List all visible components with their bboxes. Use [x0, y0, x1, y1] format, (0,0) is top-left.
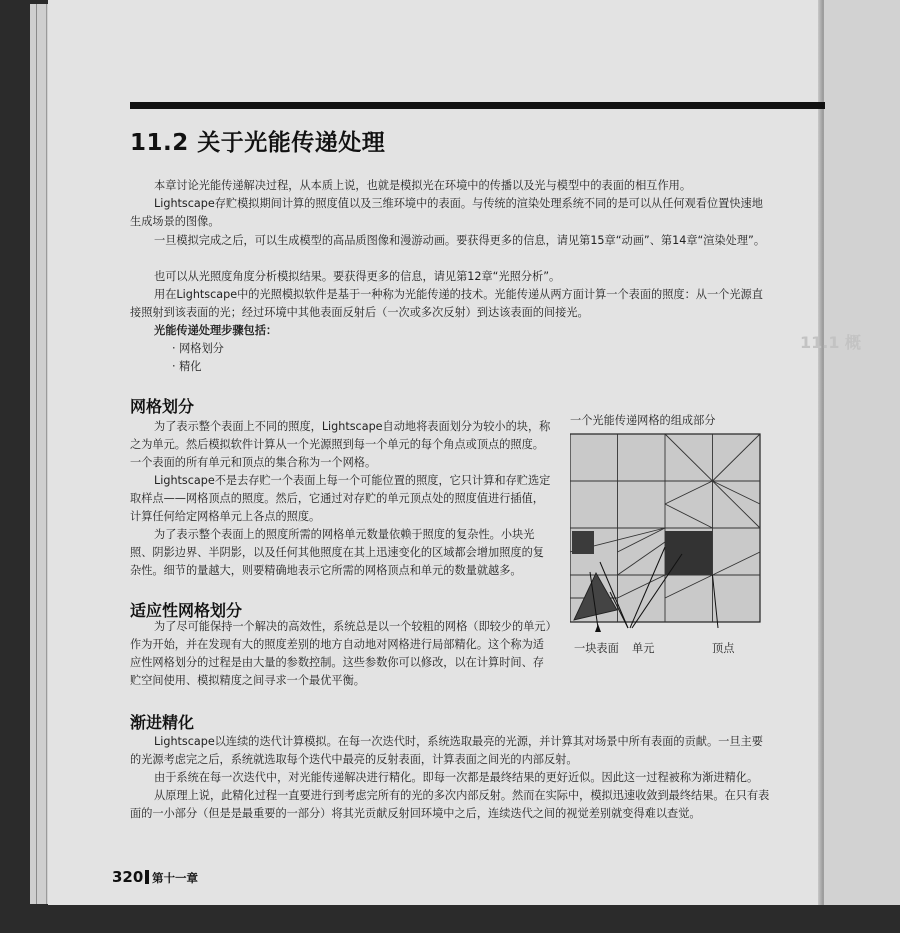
mesh-paragraph-3: 为了表示整个表面上的照度所需的网格单元数量依赖于照度的复杂性。小块光照、阴影边界、半阴影，以及任何其他照度在其上迅速变化的区域都会增加照度的复杂性。细节的量越大，则要精确地表示它所需的网格顶点和单元的数量就越多。 — [130, 528, 544, 577]
figure-label-vertex: 顶点 — [712, 642, 735, 655]
intro-paragraph-2: Lightscape存贮模拟期间计算的照度值以及三维环境中的表面。与传统的渲染处理系统不同的是可以从任何观看位置快速地生成场景的图像。 — [130, 197, 763, 228]
figure-label-surface: 一块表面 — [574, 642, 619, 655]
page-number: 320 — [112, 868, 144, 886]
facing-page — [824, 0, 900, 905]
chapter-title: 11.2 关于光能传递处理 — [130, 130, 386, 156]
chapter-rule — [130, 102, 825, 109]
mesh-paragraph-1: 为了表示整个表面上不同的照度，Lightscape自动地将表面划分为较小的块，称之为单元。然后模拟软件计算从一个光源照到每一个单元的每个角点或顶点的照度。一个表面的所有单元和顶点的集合称为一个网格。 — [130, 420, 551, 469]
intro-paragraph-1: 本章讨论光能传递解决过程，从本质上说，也就是模拟光在环境中的传播以及光与模型中的表面的相互作用。 — [154, 179, 692, 192]
section-heading-adaptive: 适应性网格划分 — [130, 601, 243, 620]
running-footer-chapter: 第十一章 — [152, 871, 198, 885]
step-item-mesh: · 网格划分 — [172, 342, 224, 355]
facing-page-ghost-text: 11.1 概 — [800, 333, 862, 352]
progressive-paragraph-3: 从原理上说，此精化过程一直要进行到考虑完所有的光的多次内部反射。然而在实际中，模拟迅速收敛到最终结果。在只有表面的一小部分（但是是最重要的一部分）将其光贡献反射回环境中之后，连续迭代之间的视觉差别就变得难以查觉。 — [130, 789, 770, 820]
intro-paragraph-4: 也可以从光照度角度分析模拟结果。要获得更多的信息，请见第12章“光照分析”。 — [154, 270, 561, 283]
radiosity-mesh-figure — [570, 412, 766, 662]
section-heading-progressive: 渐进精化 — [130, 713, 195, 732]
intro-paragraph-3: 一旦模拟完成之后，可以生成模型的高品质图像和漫游动画。要获得更多的信息，请见第15章“动画”、第14章“渲染处理”。 — [154, 234, 766, 247]
folio-separator — [145, 870, 149, 884]
dark-element-small — [572, 531, 594, 554]
figure-label-element: 单元 — [632, 642, 655, 655]
arrowhead-surface — [595, 624, 601, 632]
step-item-refine: · 精化 — [172, 360, 202, 373]
progressive-paragraph-1: Lightscape以连续的迭代计算模拟。在每一次迭代时，系统选取最亮的光源，并计算其对场景中所有表面的贡献。一旦主要的光源考虑完之后，系统就选取每个迭代中最亮的反射表面，计算表面之间光的内部反射。 — [130, 735, 763, 766]
intro-paragraph-5: 用在Lightscape中的光照模拟软件是基于一种称为光能传递的技术。光能传递从两方面计算一个表面的照度：从一个光源直接照射到该表面的光；经过环境中其他表面反射后（一次或多次反射）到达该表面的间接光。 — [130, 288, 763, 319]
mesh-paragraph-2: Lightscape不是去存贮一个表面上每一个可能位置的照度，它只计算和存贮选定取样点——网格顶点的照度。然后，它通过对存贮的单元顶点处的照度值进行插值，计算任何给定网格单元上各点的照度。 — [130, 474, 551, 523]
progressive-paragraph-2: 由于系统在每一次迭代中，对光能传递解决进行精化。即每一次都是最终结果的更好近似。因此这一过程被称为渐进精化。 — [154, 771, 759, 784]
steps-heading: 光能传递处理步骤包括： — [154, 324, 278, 337]
adaptive-paragraph-1: 为了尽可能保持一个解决的高效性，系统总是以一个较粗的网格（即较少的单元）作为开始，并在发现有大的照度差别的地方自动地对网格进行局部精化。这个称为适应性网格划分的过程是由大量的参数控制。这些参数你可以修改，以在计算时间、存贮空间使用、模拟精度之间寻求一个最优平衡。 — [130, 620, 552, 687]
figure-caption: 一个光能传递网格的组成部分 — [570, 414, 716, 427]
mesh-diagram — [570, 432, 766, 637]
section-heading-mesh: 网格划分 — [130, 397, 195, 416]
